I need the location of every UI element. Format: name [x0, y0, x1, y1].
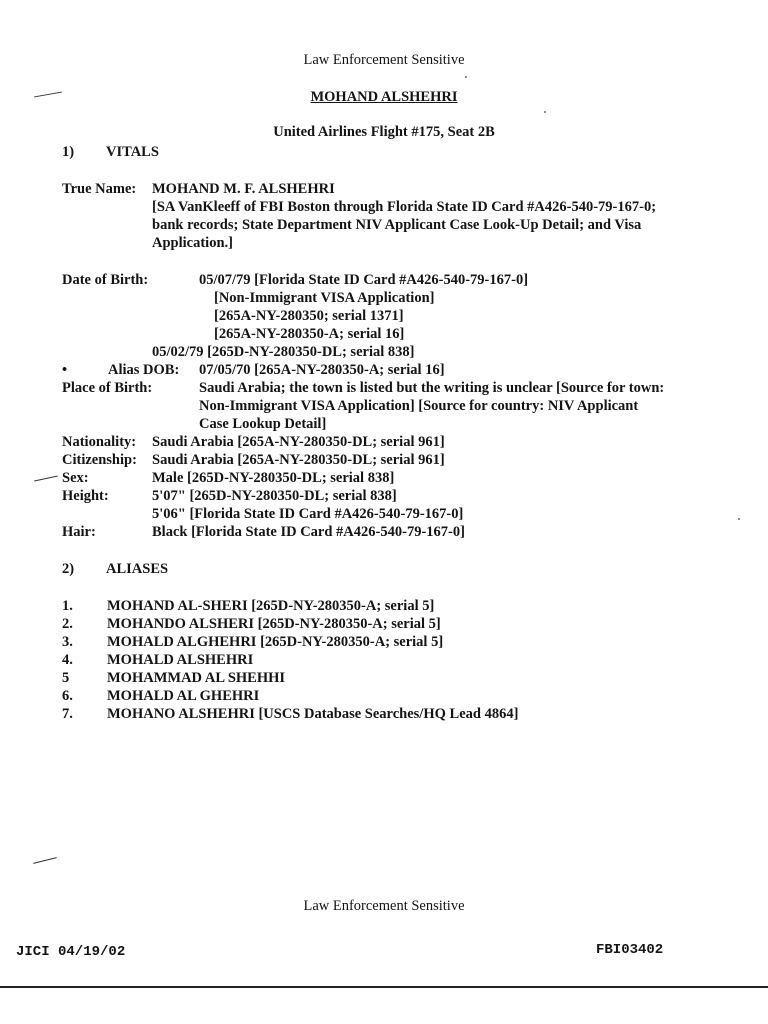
alias-number: 3.: [62, 634, 73, 650]
alias-entry: MOHALD AL GHEHRI: [107, 688, 260, 704]
flight-line: United Airlines Flight #175, Seat 2B: [273, 124, 495, 140]
citizenship-value: Saudi Arabia [265A-NY-280350-DL; serial 961]: [152, 452, 445, 468]
scan-speck: [738, 518, 740, 520]
dob-line: [265A-NY-280350; serial 1371]: [214, 308, 404, 324]
classification-footer: Law Enforcement Sensitive: [303, 898, 465, 914]
vitals-section-title: VITALS: [106, 144, 159, 160]
true-name-source-line: Application.]: [152, 235, 233, 251]
margin-mark: [34, 476, 58, 482]
height-line: 5'06" [Florida State ID Card #A426-540-79-167-0]: [152, 506, 464, 522]
hair-value: Black [Florida State ID Card #A426-540-79-167-0]: [152, 524, 465, 540]
aliases-section-title: ALIASES: [106, 561, 169, 577]
nationality-label: Nationality:: [62, 434, 137, 450]
place-of-birth-line: Case Lookup Detail]: [199, 416, 327, 432]
dob-label: Date of Birth:: [62, 272, 149, 288]
place-of-birth-label: Place of Birth:: [62, 380, 153, 396]
alias-entry: MOHAND AL-SHERI [265D-NY-280350-A; serial 5]: [107, 598, 435, 614]
alias-number: 5: [62, 670, 70, 686]
sex-label: Sex:: [62, 470, 89, 486]
alias-entry: MOHALD ALGHEHRI [265D-NY-280350-A; serial 5]: [107, 634, 444, 650]
sex-value: Male [265D-NY-280350-DL; serial 838]: [152, 470, 395, 486]
classification-header: Law Enforcement Sensitive: [303, 52, 465, 68]
alias-dob-value: 07/05/70 [265A-NY-280350-A; serial 16]: [199, 362, 445, 378]
true-name-source-line: [SA VanKleeff of FBI Boston through Florida State ID Card #A426-540-79-167-0;: [152, 199, 657, 215]
subject-name-title: MOHAND ALSHEHRI: [310, 89, 458, 105]
dob-line: [Non-Immigrant VISA Application]: [214, 290, 435, 306]
citizenship-label: Citizenship:: [62, 452, 137, 468]
alias-entry: MOHAMMAD AL SHEHHI: [107, 670, 286, 686]
dob-line: 05/02/79 [265D-NY-280350-DL; serial 838]: [152, 344, 415, 360]
jici-stamp: JICI 04/19/02: [16, 944, 126, 960]
alias-dob-bullet: •: [62, 362, 68, 378]
height-label: Height:: [62, 488, 109, 504]
alias-number: 6.: [62, 688, 73, 704]
height-line: 5'07" [265D-NY-280350-DL; serial 838]: [152, 488, 397, 504]
aliases-section-number: 2): [62, 561, 75, 577]
true-name-source-line: bank records; State Department NIV Applicant Case Look-Up Detail; and Visa: [152, 217, 642, 233]
dob-line: [265A-NY-280350-A; serial 16]: [214, 326, 405, 342]
hair-label: Hair:: [62, 524, 96, 540]
alias-entry: MOHALD ALSHEHRI: [107, 652, 254, 668]
alias-entry: MOHANO ALSHEHRI [USCS Database Searches/HQ Lead 4864]: [107, 706, 519, 722]
alias-number: 7.: [62, 706, 73, 722]
dob-line: 05/07/79 [Florida State ID Card #A426-540-79-167-0]: [199, 272, 529, 288]
nationality-value: Saudi Arabia [265A-NY-280350-DL; serial 961]: [152, 434, 445, 450]
margin-mark: [33, 857, 57, 864]
scan-speck: [465, 76, 467, 78]
alias-entry: MOHANDO ALSHERI [265D-NY-280350-A; serial 5]: [107, 616, 441, 632]
bates-number: FBI03402: [596, 942, 664, 958]
vitals-section-number: 1): [62, 144, 75, 160]
scan-speck: [544, 111, 546, 113]
alias-number: 4.: [62, 652, 73, 668]
place-of-birth-line: Saudi Arabia; the town is listed but the writing is unclear [Source for town:: [199, 380, 665, 396]
alias-number: 2.: [62, 616, 73, 632]
true-name-label: True Name:: [62, 181, 137, 197]
true-name-value: MOHAND M. F. ALSHEHRI: [152, 181, 335, 197]
alias-number: 1.: [62, 598, 73, 614]
alias-dob-label: Alias DOB:: [108, 362, 180, 378]
place-of-birth-line: Non-Immigrant VISA Application] [Source for country: NIV Applicant: [199, 398, 639, 414]
bottom-scan-rule: [0, 986, 768, 988]
